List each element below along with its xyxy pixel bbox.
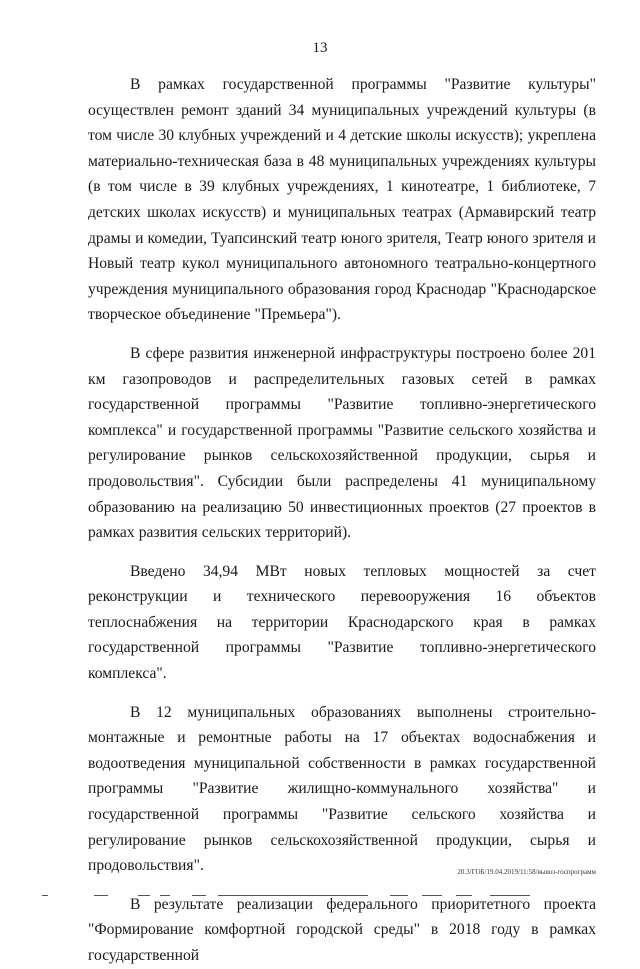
paragraph-culture: В рамках государственной программы "Развитие культуры" осуществлен ремонт зданий 34 муниципальных учреждений культуры (в том числе 30 клубных учреждений и 4 детские школы искусств); укреплена материально-техническая база в 48 муниципальных учреждениях культуры (в том числе в 39 клубных учреждениях, 1 кинотеатре, 1 библиотеке, 7 детских школах искусств) и муниципальных театрах (Армавирский театр драмы и комедии, Туапсинский театр юного зрителя, Театр юного зрителя и Новый театр кукол муниципального автономного театрально-концертного учреждения муниципального образования город Краснодар "Краснодарское творческое объединение "Премьера").	[88, 76, 596, 324]
footer-document-code: 20.3/ГОБ/19.04.2019/11:58/вывоз-госпрограмм	[457, 868, 596, 876]
paragraph-urban: В результате реализации федерального приоритетного проекта "Формирование комфортной городской среды" в 2018 году в рамках государственной	[88, 895, 596, 964]
paragraph-engineering: В сфере развития инженерной инфраструктуры построено более 201 км газопроводов и распределительных газовых сетей в рамках государственной программы "Развитие топливно-энергетического комплекса" и государственной программы "Развитие сельского хозяйства и регулирование рынков сельскохозяйственной продукции, сырья и продовольствия". Субсидии были распределены 41 муниципальному образованию на реализацию 50 инвестиционных проектов (27 проектов в рамках развития сельских территорий).	[88, 344, 596, 542]
page-number: 13	[312, 40, 328, 56]
scan-artifact-lines	[42, 893, 562, 899]
body-text	[88, 72, 596, 969]
paragraph-heat: Введено 34,94 МВт новых тепловых мощностей за счет реконструкции и технического перевооружения 16 объектов теплоснабжения на территории Краснодарского края в рамках государственной программы "Развитие топливно-энергетического комплекса".	[88, 562, 596, 683]
paragraph-water: В 12 муниципальных образованиях выполнены строительно-монтажные и ремонтные работы на 17 объектах водоснабжения и водоотведения муниципальной собственности в рамках государственной программы "Развитие жилищно-коммунального хозяйства" и государственной программы "Развитие сельского хозяйства и регулирование рынков сельскохозяйственной продукции, сырья и продовольствия".	[88, 703, 596, 875]
